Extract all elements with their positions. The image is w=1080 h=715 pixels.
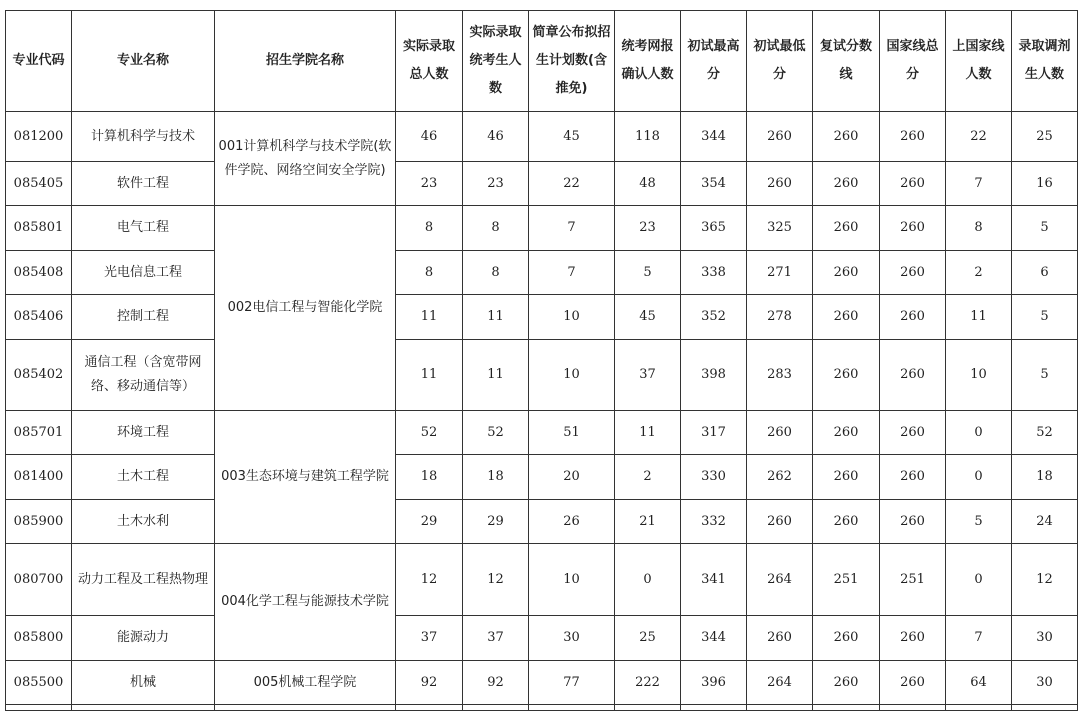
value-cell: 52 — [463, 411, 529, 455]
value-cell: 344 — [681, 112, 747, 162]
value-cell: 18 — [1012, 455, 1078, 500]
major-code-cell: 085800 — [6, 616, 72, 661]
value-cell: 260 — [747, 616, 813, 661]
value-cell: 8 — [396, 251, 463, 295]
value-cell: 260 — [880, 500, 946, 544]
value-cell: 0 — [946, 455, 1012, 500]
value-cell: 264 — [747, 544, 813, 616]
value-cell: 22 — [529, 162, 615, 206]
college-name-cell: 002电信工程与智能化学院 — [215, 206, 396, 411]
header-above-national-line: 上国家线人数 — [946, 11, 1012, 112]
value-cell: 0 — [946, 544, 1012, 616]
value-cell: 271 — [747, 251, 813, 295]
value-cell: 52 — [396, 411, 463, 455]
major-name-cell: 动力工程及工程热物理 — [72, 544, 215, 616]
table-row — [6, 340, 1078, 411]
college-name-cell: 005机械工程学院 — [215, 661, 396, 705]
major-code-cell: 085900 — [6, 500, 72, 544]
value-cell: 6 — [1012, 251, 1078, 295]
value-cell: 260 — [880, 661, 946, 705]
table-row — [6, 661, 1078, 705]
value-cell: 37 — [396, 616, 463, 661]
table-row — [6, 112, 1078, 162]
value-cell: 251 — [880, 544, 946, 616]
value-cell: 251 — [813, 544, 880, 616]
table-row-cutoff — [6, 705, 1078, 711]
value-cell: 260 — [813, 411, 880, 455]
table-row — [6, 295, 1078, 340]
header-transfer-admitted: 录取调剂生人数 — [1012, 11, 1078, 112]
major-code-cell: 081200 — [6, 112, 72, 162]
value-cell: 11 — [396, 340, 463, 411]
value-cell: 365 — [681, 206, 747, 251]
value-cell: 11 — [946, 295, 1012, 340]
value-cell: 45 — [529, 112, 615, 162]
value-cell: 7 — [946, 162, 1012, 206]
header-total-admitted: 实际录取总人数 — [396, 11, 463, 112]
major-code-cell: 085801 — [6, 206, 72, 251]
header-exam-admitted: 实际录取统考生人数 — [463, 11, 529, 112]
value-cell: 7 — [529, 206, 615, 251]
value-cell: 0 — [946, 411, 1012, 455]
value-cell: 260 — [880, 340, 946, 411]
value-cell: 260 — [813, 206, 880, 251]
value-cell: 5 — [1012, 295, 1078, 340]
value-cell: 30 — [529, 616, 615, 661]
table-row — [6, 544, 1078, 616]
value-cell: 264 — [747, 661, 813, 705]
table-row — [6, 500, 1078, 544]
value-cell: 2 — [615, 455, 681, 500]
table-row — [6, 411, 1078, 455]
value-cell: 46 — [396, 112, 463, 162]
major-code-cell: 085500 — [6, 661, 72, 705]
value-cell: 2 — [946, 251, 1012, 295]
value-cell: 332 — [681, 500, 747, 544]
value-cell: 29 — [463, 500, 529, 544]
value-cell: 260 — [747, 411, 813, 455]
major-code-cell: 080700 — [6, 544, 72, 616]
major-code-cell: 085405 — [6, 162, 72, 206]
value-cell: 260 — [880, 295, 946, 340]
value-cell: 18 — [463, 455, 529, 500]
value-cell: 8 — [946, 206, 1012, 251]
value-cell: 222 — [615, 661, 681, 705]
value-cell: 7 — [946, 616, 1012, 661]
value-cell: 260 — [880, 455, 946, 500]
header-major-name: 专业名称 — [72, 11, 215, 112]
value-cell: 11 — [463, 295, 529, 340]
major-code-cell: 085701 — [6, 411, 72, 455]
value-cell: 64 — [946, 661, 1012, 705]
value-cell: 260 — [813, 295, 880, 340]
value-cell: 10 — [529, 340, 615, 411]
value-cell: 51 — [529, 411, 615, 455]
value-cell: 10 — [946, 340, 1012, 411]
major-name-cell: 机械 — [72, 661, 215, 705]
value-cell: 260 — [813, 455, 880, 500]
value-cell: 10 — [529, 295, 615, 340]
value-cell: 344 — [681, 616, 747, 661]
value-cell: 354 — [681, 162, 747, 206]
value-cell: 11 — [615, 411, 681, 455]
value-cell: 260 — [880, 616, 946, 661]
value-cell: 23 — [615, 206, 681, 251]
major-name-cell: 软件工程 — [72, 162, 215, 206]
value-cell: 29 — [396, 500, 463, 544]
value-cell: 278 — [747, 295, 813, 340]
value-cell: 11 — [396, 295, 463, 340]
value-cell: 20 — [529, 455, 615, 500]
major-name-cell: 计算机科学与技术 — [72, 112, 215, 162]
header-lowest-score: 初试最低分 — [747, 11, 813, 112]
value-cell: 24 — [1012, 500, 1078, 544]
value-cell: 52 — [1012, 411, 1078, 455]
value-cell: 317 — [681, 411, 747, 455]
header-major-code: 专业代码 — [6, 11, 72, 112]
header-planned-enrollment: 简章公布拟招生计划数(含推免) — [529, 11, 615, 112]
value-cell: 12 — [396, 544, 463, 616]
major-name-cell: 电气工程 — [72, 206, 215, 251]
major-code-cell: 085402 — [6, 340, 72, 411]
header-row — [6, 11, 1078, 112]
header-retest-cutoff: 复试分数线 — [813, 11, 880, 112]
value-cell: 46 — [463, 112, 529, 162]
value-cell: 8 — [463, 206, 529, 251]
value-cell: 45 — [615, 295, 681, 340]
header-highest-score: 初试最高分 — [681, 11, 747, 112]
college-name-cell: 001计算机科学与技术学院(软件学院、网络空间安全学院) — [215, 112, 396, 206]
value-cell: 23 — [463, 162, 529, 206]
table-row — [6, 616, 1078, 661]
value-cell: 18 — [396, 455, 463, 500]
value-cell: 260 — [747, 112, 813, 162]
value-cell: 23 — [396, 162, 463, 206]
table-row — [6, 206, 1078, 251]
value-cell: 260 — [813, 661, 880, 705]
value-cell: 260 — [747, 162, 813, 206]
value-cell: 5 — [1012, 206, 1078, 251]
value-cell: 260 — [813, 251, 880, 295]
admission-table — [5, 10, 1078, 711]
value-cell: 260 — [813, 162, 880, 206]
table-row — [6, 162, 1078, 206]
header-college-name: 招生学院名称 — [215, 11, 396, 112]
value-cell: 260 — [747, 500, 813, 544]
value-cell: 260 — [880, 411, 946, 455]
value-cell: 22 — [946, 112, 1012, 162]
value-cell: 0 — [615, 544, 681, 616]
value-cell: 283 — [747, 340, 813, 411]
major-code-cell: 085406 — [6, 295, 72, 340]
value-cell: 48 — [615, 162, 681, 206]
value-cell: 260 — [813, 340, 880, 411]
value-cell: 260 — [813, 500, 880, 544]
header-registered-count: 统考网报确认人数 — [615, 11, 681, 112]
major-code-cell: 081400 — [6, 455, 72, 500]
value-cell: 11 — [463, 340, 529, 411]
value-cell: 8 — [463, 251, 529, 295]
value-cell: 16 — [1012, 162, 1078, 206]
value-cell: 118 — [615, 112, 681, 162]
major-name-cell: 土木工程 — [72, 455, 215, 500]
value-cell: 7 — [529, 251, 615, 295]
value-cell: 10 — [529, 544, 615, 616]
value-cell: 30 — [1012, 661, 1078, 705]
value-cell: 396 — [681, 661, 747, 705]
major-code-cell: 085408 — [6, 251, 72, 295]
table-row — [6, 251, 1078, 295]
value-cell: 12 — [463, 544, 529, 616]
value-cell: 260 — [813, 616, 880, 661]
value-cell: 260 — [880, 251, 946, 295]
table-row — [6, 455, 1078, 500]
value-cell: 260 — [880, 112, 946, 162]
value-cell: 26 — [529, 500, 615, 544]
value-cell: 25 — [1012, 112, 1078, 162]
value-cell: 92 — [396, 661, 463, 705]
major-name-cell: 控制工程 — [72, 295, 215, 340]
value-cell: 5 — [1012, 340, 1078, 411]
value-cell: 352 — [681, 295, 747, 340]
value-cell: 25 — [615, 616, 681, 661]
value-cell: 8 — [396, 206, 463, 251]
major-name-cell: 光电信息工程 — [72, 251, 215, 295]
value-cell: 330 — [681, 455, 747, 500]
value-cell: 260 — [813, 112, 880, 162]
value-cell: 12 — [1012, 544, 1078, 616]
value-cell: 30 — [1012, 616, 1078, 661]
value-cell: 37 — [615, 340, 681, 411]
value-cell: 325 — [747, 206, 813, 251]
value-cell: 5 — [946, 500, 1012, 544]
value-cell: 92 — [463, 661, 529, 705]
major-name-cell: 通信工程（含宽带网络、移动通信等） — [72, 340, 215, 411]
college-name-cell: 003生态环境与建筑工程学院 — [215, 411, 396, 544]
value-cell: 338 — [681, 251, 747, 295]
college-name-cell: 004化学工程与能源技术学院 — [215, 544, 396, 661]
value-cell: 21 — [615, 500, 681, 544]
value-cell: 260 — [880, 162, 946, 206]
major-name-cell: 土木水利 — [72, 500, 215, 544]
value-cell: 341 — [681, 544, 747, 616]
value-cell: 77 — [529, 661, 615, 705]
value-cell: 260 — [880, 206, 946, 251]
major-name-cell: 环境工程 — [72, 411, 215, 455]
value-cell: 398 — [681, 340, 747, 411]
value-cell: 5 — [615, 251, 681, 295]
value-cell: 262 — [747, 455, 813, 500]
header-national-line: 国家线总分 — [880, 11, 946, 112]
major-name-cell: 能源动力 — [72, 616, 215, 661]
value-cell: 37 — [463, 616, 529, 661]
